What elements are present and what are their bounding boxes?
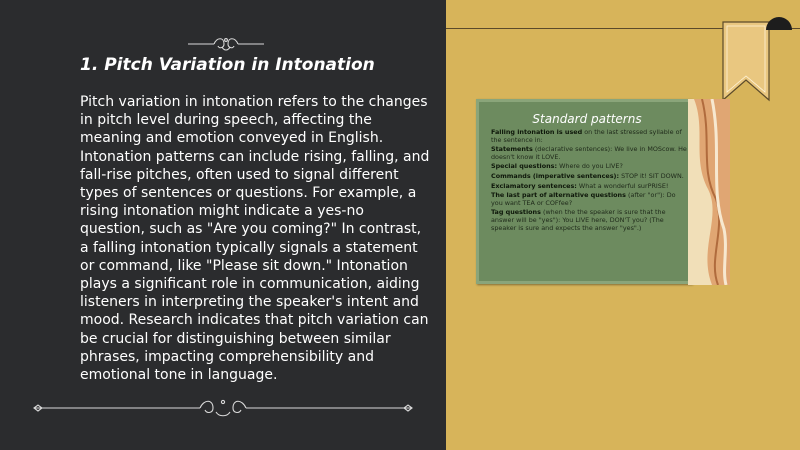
pattern-label: Statements — [491, 145, 533, 154]
pattern-label: Exclamatory sentences: — [491, 181, 577, 190]
pattern-text: (declarative sentences): We live in MOScow. He doesn't know it LOVE. — [491, 145, 687, 161]
pattern-item — [491, 163, 687, 171]
dark-circle-icon — [764, 14, 794, 44]
pattern-label: Falling intonation is used — [491, 128, 583, 136]
pattern-label: Tag questions — [491, 208, 541, 217]
pattern-label: Special questions: — [491, 162, 558, 171]
pattern-label: The last part of alternative questions — [491, 191, 626, 200]
pattern-item — [491, 146, 687, 161]
pattern-text: STOP it! SIT DOWN. — [621, 171, 684, 180]
card-title: Standard patterns — [532, 112, 642, 126]
pattern-item — [491, 209, 687, 232]
pattern-text: (when the the speaker is sure that the answer will be "yes"): You LIVE here, DON'T you? (The speaker is sure and expects the answer "yes".) — [491, 208, 666, 232]
slide-body-text: Pitch variation in intonation refers to the changes in pitch level during speech, affecting the meaning and emotion conveyed in English. Intonation patterns can include rising, falling, and fall-rise pitches, often used to signal different types of sentences or questions. For example, a rising intonation might indicate a yes-no question, such as "Are you coming?" In contrast, a falling intonation typically signals a statement or command, like "Please sit down." Intonation plays a significant role in communication, aiding listeners in interpreting the speaker's intent and mood. Research indicates that pitch variation can be crucial for distinguishing between similar phrases, impacting comprehensibility and emotional tone in language. — [80, 94, 430, 384]
flourish-ornament-top — [186, 34, 266, 54]
card-pattern-list — [491, 129, 687, 234]
decorative-side-image — [688, 99, 730, 285]
standard-patterns-card — [476, 99, 692, 284]
pattern-label: Commands (imperative sentences): — [491, 171, 620, 180]
pattern-text: Where do you LIVE? — [559, 162, 623, 171]
pattern-text: on the last stressed syllable of the sentence in: — [491, 128, 682, 144]
pattern-text: What a wonderful surPRISE! — [578, 181, 669, 190]
slide-title: 1. Pitch Variation in Intonation — [80, 55, 375, 75]
pattern-text: (after "or"): Do you want TEA or COFfee? — [491, 191, 676, 207]
flourish-ornament-bottom — [30, 396, 416, 420]
pattern-item — [491, 183, 687, 191]
pattern-item — [491, 192, 687, 207]
pattern-item — [491, 129, 687, 144]
pattern-item — [491, 173, 687, 181]
